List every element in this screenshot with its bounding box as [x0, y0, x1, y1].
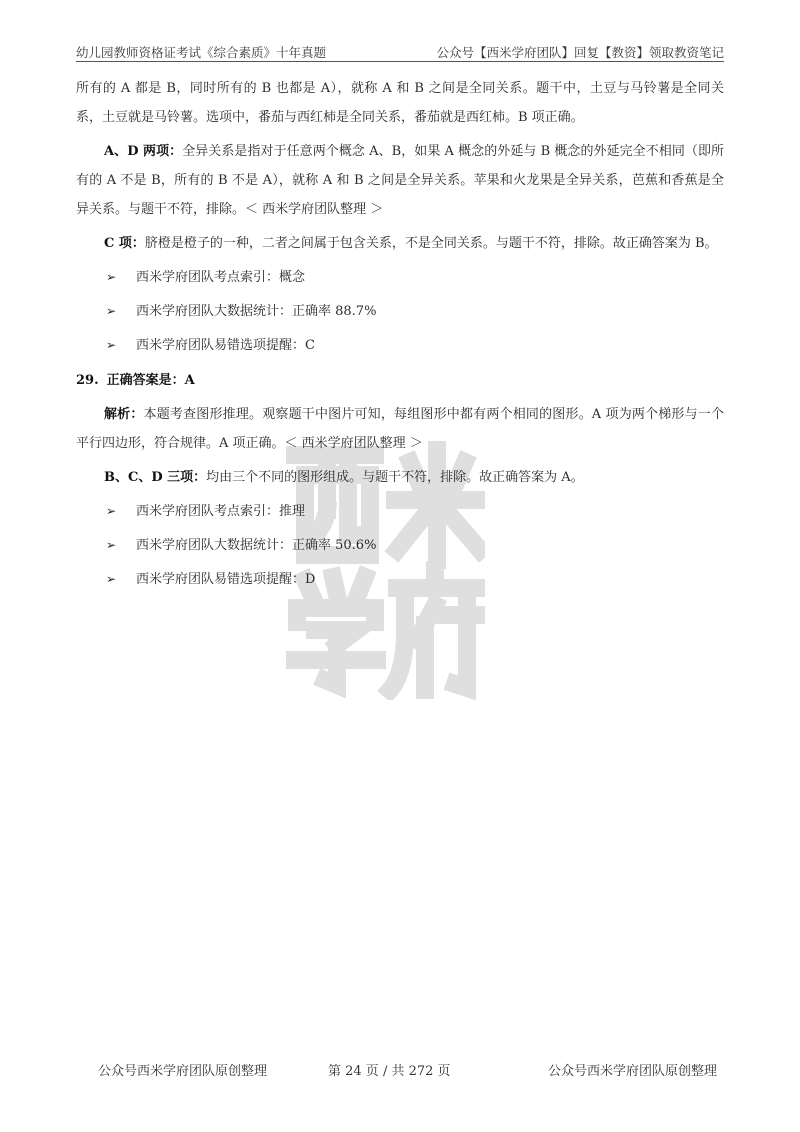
question-number: 29.	[76, 373, 99, 388]
bullet-text: 西米学府团队考点索引：推理	[136, 504, 306, 519]
prev-paragraph-3-lead: C 项：	[104, 236, 145, 251]
prev-paragraph-2-text: 全异关系是指对于任意两个概念 A、B，如果 A 概念的外延与 B 概念的外延完全不相同（即所有的 A 不是 B，所有的 B 不是 A），就称 A 和 B 之间是全异关系。苹果和火龙果是全异关系，芭蕉和香蕉是全异关系。与题干不符，排除。＜ 西米学府团队整理 ＞	[76, 144, 724, 217]
options-paragraph	[76, 463, 724, 492]
arrow-bullet-icon: ➢	[106, 338, 117, 352]
page-footer	[0, 1060, 800, 1080]
prev-paragraph-2-lead: A、D 两项：	[104, 144, 183, 159]
analysis-paragraph	[76, 400, 724, 458]
question-answer: 正确答案是：A	[106, 373, 195, 388]
list-item	[106, 263, 724, 292]
arrow-bullet-icon: ➢	[106, 304, 117, 318]
options-text: 均由三个不同的图形组成。与题干不符，排除。故正确答案为 A。	[206, 470, 584, 485]
analysis-text: 本题考查图形推理。观察题干中图片可知，每组图形中都有两个相同的图形。A 项为两个梯形与一个平行四边形，符合规律。A 项正确。＜ 西米学府团队整理 ＞	[76, 407, 724, 451]
question-heading	[76, 366, 724, 395]
list-item	[106, 297, 724, 326]
bullet-text: 西米学府团队考点索引：概念	[136, 270, 306, 285]
prev-paragraph-3	[76, 229, 724, 258]
arrow-bullet-icon: ➢	[106, 572, 117, 586]
page-header	[76, 41, 724, 62]
bullet-text: 西米学府团队易错选项提醒：D	[136, 572, 316, 587]
footer-right: 公众号西米学府团队原创整理	[548, 1064, 718, 1079]
prev-paragraph-3-text: 脐橙是橙子的一种，二者之间属于包含关系，不是全同关系。与题干不符，排除。故正确答案为 B。	[144, 236, 718, 251]
header-promo: 公众号【西米学府团队】回复【教资】领取教资笔记	[436, 45, 724, 60]
bullet-text: 西米学府团队大数据统计：正确率 88.7%	[136, 304, 377, 319]
header-title: 幼儿园教师资格证考试《综合素质》十年真题	[76, 45, 327, 60]
footer-left: 公众号西米学府团队原创整理	[98, 1064, 268, 1079]
options-lead: B、C、D 三项：	[104, 470, 207, 485]
arrow-bullet-icon: ➢	[106, 538, 117, 552]
prev-paragraph-2	[76, 137, 724, 224]
arrow-bullet-icon: ➢	[106, 504, 117, 518]
prev-paragraph-1: 所有的 A 都是 B，同时所有的 B 也都是 A），就称 A 和 B 之间是全同关系。题干中，土豆与马铃薯是全同关系，土豆就是马铃薯。选项中，番茄与西红柿是全同关系，番茄就是西红柿。B 项正确。	[76, 81, 724, 125]
bullet-text: 西米学府团队易错选项提醒：C	[136, 338, 315, 353]
list-item	[106, 497, 724, 526]
list-item	[106, 565, 724, 594]
list-item	[106, 331, 724, 360]
page-number: 第 24 页 / 共 272 页	[328, 1064, 451, 1079]
analysis-lead: 解析：	[104, 407, 144, 422]
arrow-bullet-icon: ➢	[106, 270, 117, 284]
page-content	[76, 74, 724, 599]
bullet-text: 西米学府团队大数据统计：正确率 50.6%	[136, 538, 377, 553]
list-item	[106, 531, 724, 560]
